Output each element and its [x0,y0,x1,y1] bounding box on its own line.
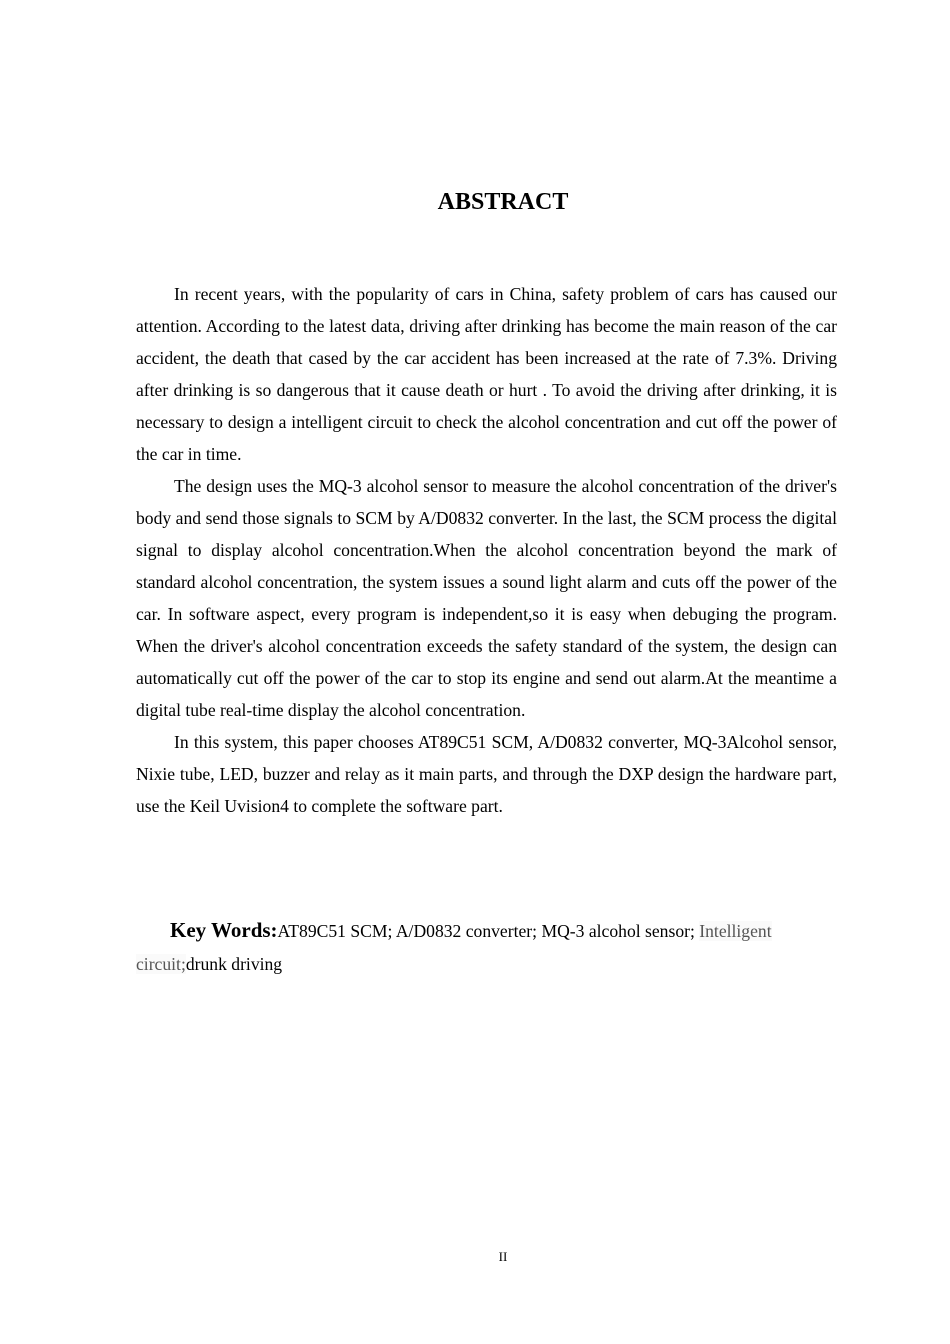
abstract-paragraph-1: In recent years, with the popularity of cars in China, safety problem of cars has caused our attention. According to the latest data, driving after drinking has become the main reason of the car accident, the death that cased by the car accident has been increased at the rate of 7.3%. Driving after drinking is so dangerous that it cause death or hurt . To avoid the driving after drinking, it is necessary to design a intelligent circuit to check the alcohol concentration and cut off the power of the car in time. [136,284,837,464]
page-number: II [498,1249,508,1264]
abstract-title: ABSTRACT [437,189,569,215]
abstract-paragraph-3: In this system, this paper chooses AT89C51 SCM, A/D0832 converter, MQ-3Alcohol sensor, Nixie tube, LED, buzzer and relay as it main parts, and through the DXP design the hardware part, use the Keil Uvision4 to complete the software part. [136,732,837,816]
abstract-paragraph-2: The design uses the MQ-3 alcohol sensor to measure the alcohol concentration of the driver's body and send those signals to SCM by A/D0832 converter. In the last, the SCM process the digital signal to display alcohol concentration.When the alcohol concentration beyond the mark of standard alcohol concentration, the system issues a sound light alarm and cuts off the power of the car. In software aspect, every program is independent,so it is easy when debuging the program. When the driver's alcohol concentration exceeds the safety standard of the system, the design can automatically cut off the power of the car to stop its engine and send out alarm.At the meantime a digital tube real-time display the alcohol concentration. [136,476,837,720]
keywords-highlighted-term: Intelligent circuit; [136,921,772,974]
abstract-body [136,278,837,822]
keywords-label: Key Words: [170,918,278,942]
keywords-tail-term: drunk driving [185,954,283,974]
keywords-line [136,914,837,981]
keywords-terms: AT89C51 SCM; A/D0832 converter; MQ-3 alcohol sensor; [277,921,700,941]
